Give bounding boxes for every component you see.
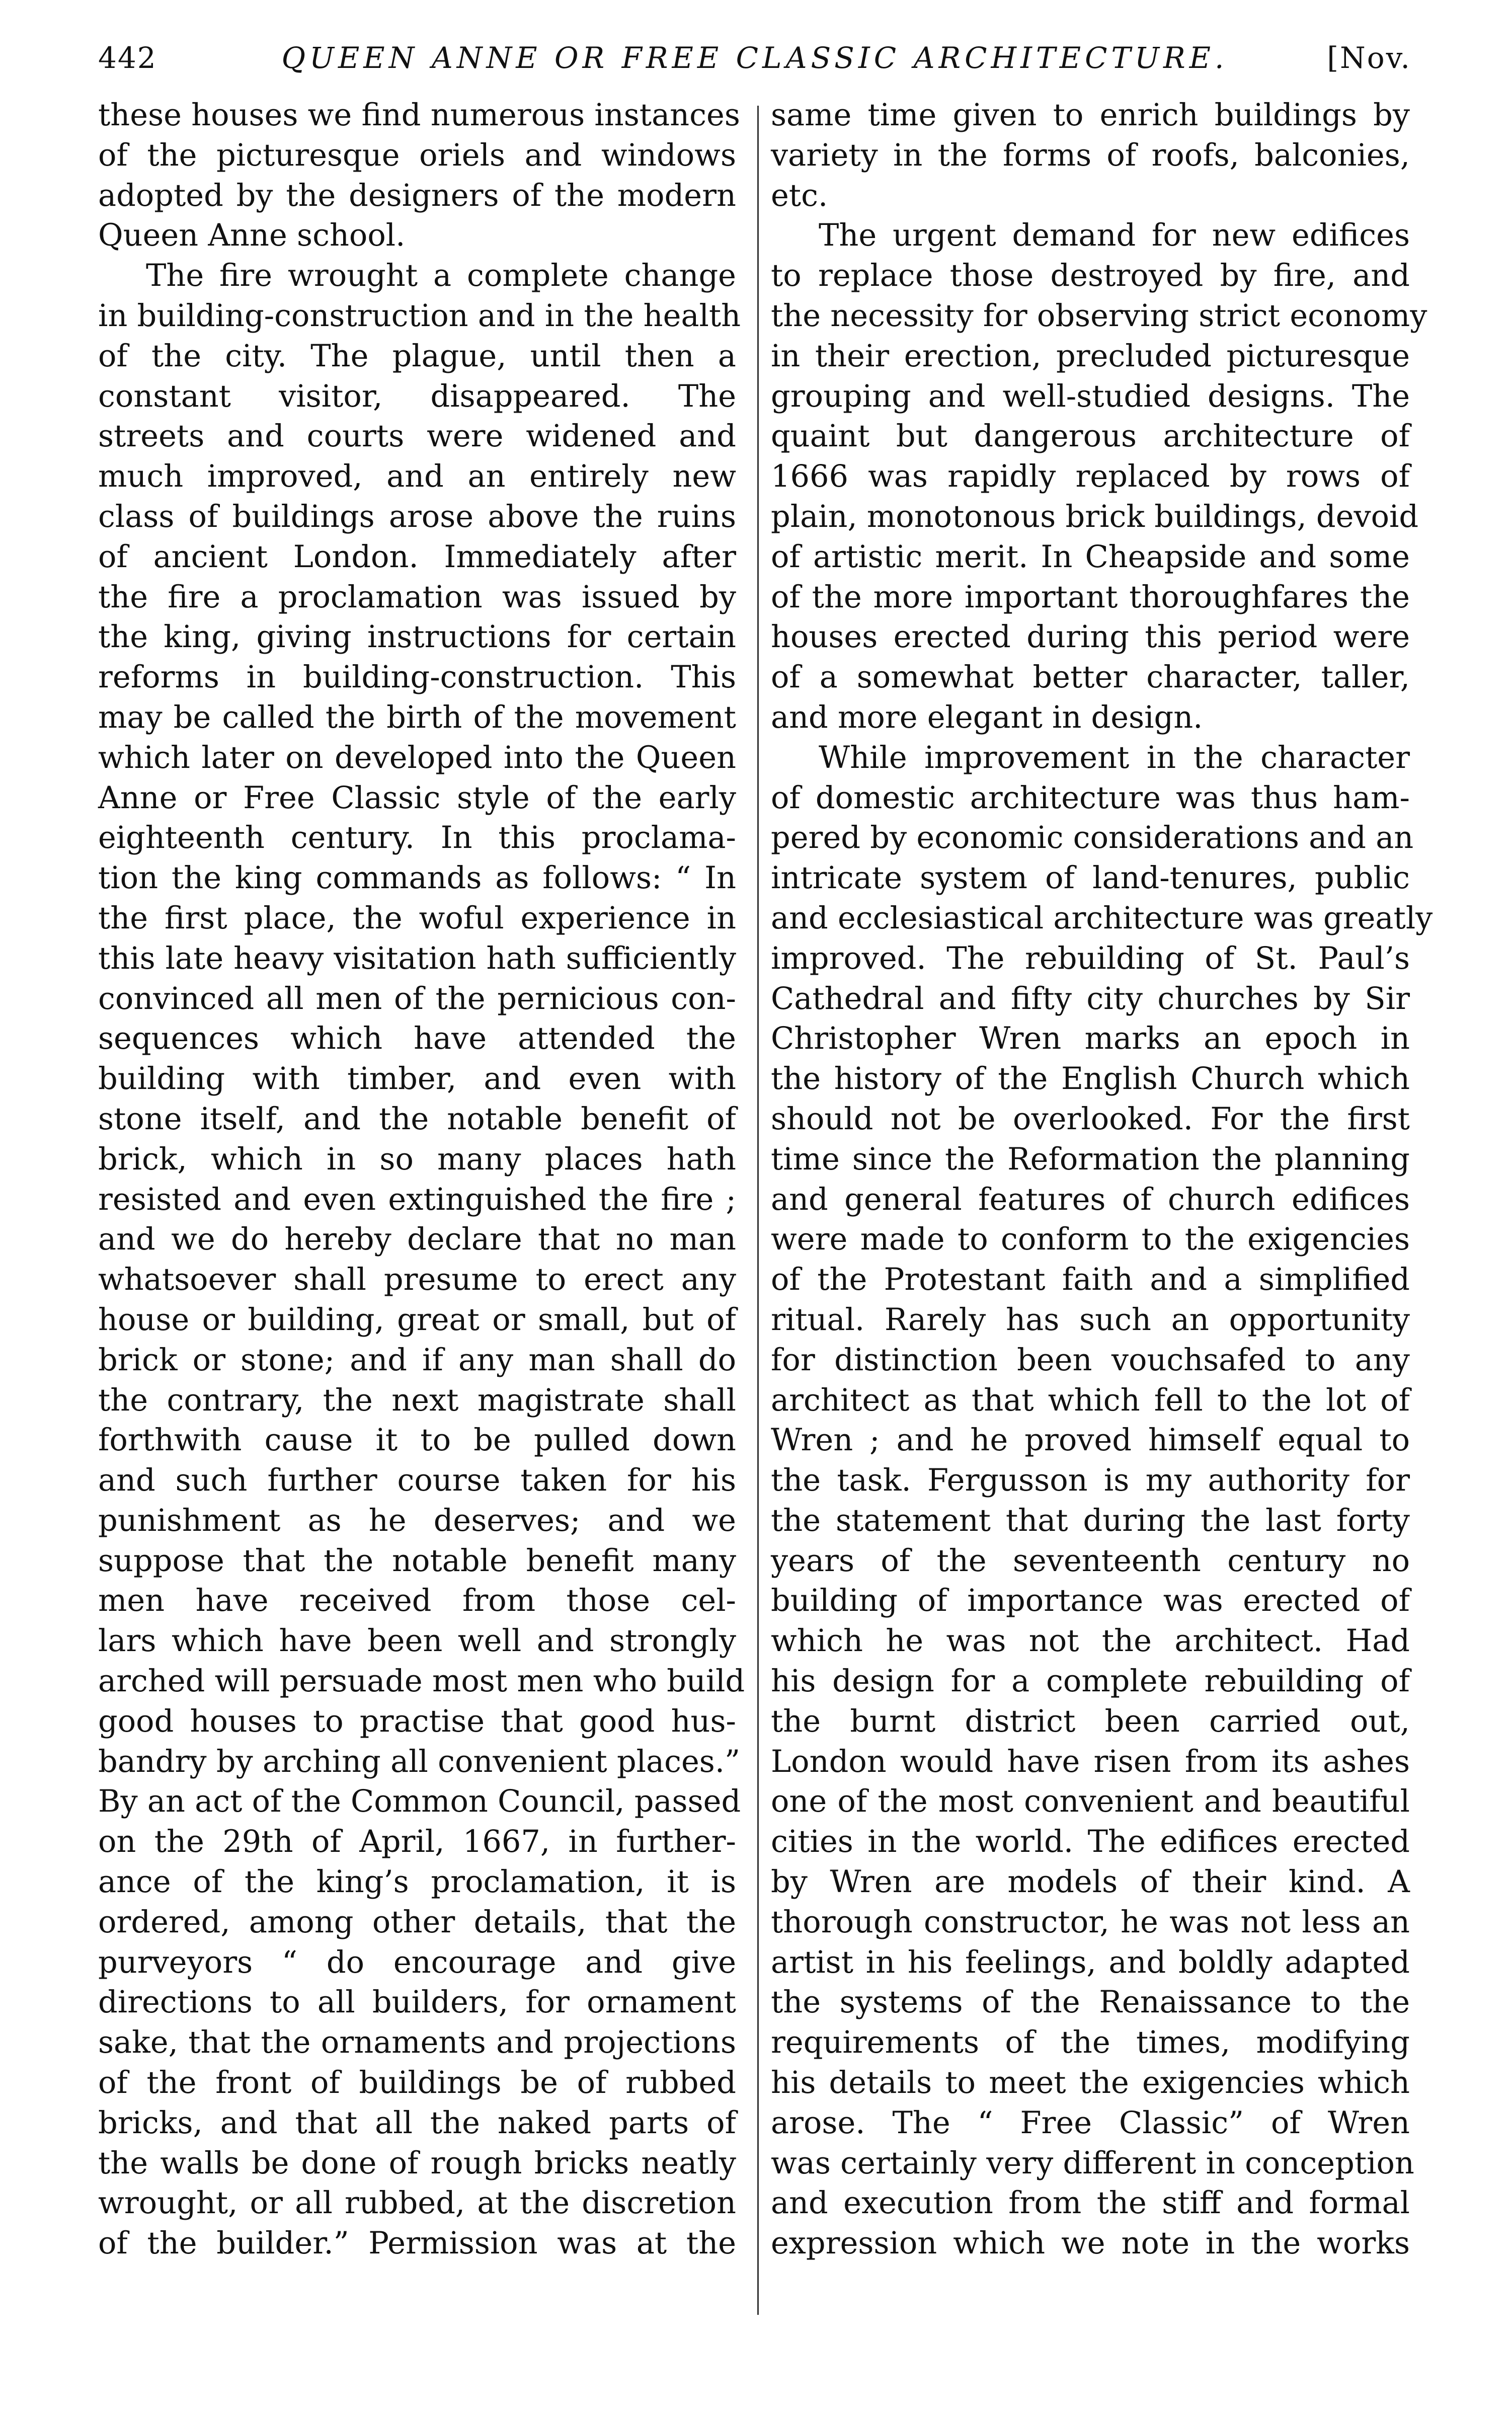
text-line: the contrary, the next magistrate shall [98,1382,736,1418]
text-line: ordered, among other details, that the [98,1904,736,1940]
text-line: one of the most convenient and beautiful [771,1784,1410,1820]
text-line: whatsoever shall presume to erect any [98,1262,736,1298]
text-line: thorough constructor, he was not less an [771,1904,1410,1940]
text-line: ance of the king’s proclamation, it is [98,1864,736,1900]
text-line: the burnt district been carried out, [771,1703,1410,1739]
text-line: good houses to practise that good hus- [98,1703,736,1739]
text-line: tion the king commands as follows: “ In [98,861,736,896]
text-line: suppose that the notable benefit many [98,1543,736,1579]
text-line: which later on developed into the Queen [98,740,736,775]
text-line: of the more important thoroughfares the [771,579,1410,615]
text-line: by Wren are models of their kind. A [771,1864,1410,1900]
text-line: requirements of the times, modifying [771,2025,1410,2061]
text-line: building with timber, and even with [98,1061,736,1097]
text-line: of the front of buildings be of rubbed [98,2065,736,2101]
text-line: wrought, or all rubbed, at the discretion [98,2186,736,2221]
text-line: London would have risen from its ashes [771,1744,1410,1779]
text-line: years of the seventeenth century no [771,1543,1410,1579]
running-header [98,30,1411,86]
left-text-column [98,96,745,2264]
text-line: of the builder.” Permission was at the [98,2226,736,2262]
text-line: resisted and even extinguished the fire ; [98,1182,736,1217]
text-line: and such further course taken for his [98,1463,736,1499]
text-line: forthwith cause it to be pulled down [98,1423,736,1458]
running-title: QUEEN ANNE OR FREE CLASSIC ARCHITECTURE. [281,41,1228,75]
text-line: and general features of church edifices [771,1182,1410,1217]
text-line: bandry by arching all convenient places.” [98,1744,740,1779]
text-line: were made to conform to the exigencies [771,1222,1410,1258]
text-line: much improved, and an entirely new [98,459,736,495]
text-line: of the picturesque oriels and windows [98,137,736,173]
text-line: in building-construction and in the health [98,298,741,334]
text-line: of a somewhat better character, taller, [771,660,1410,695]
text-line: constant visitor, disappeared. The [98,378,736,414]
text-line: the necessity for observing strict economy [771,298,1427,334]
text-line: the systems of the Renaissance to the [771,1985,1410,2020]
text-line: improved. The rebuilding of St. Paul’s [771,941,1410,976]
text-line: sequences which have attended the [98,1021,736,1057]
text-line: cities in the world. The edifices erected [771,1824,1410,1860]
text-line: architect as that which fell to the lot of [771,1382,1410,1418]
text-line: eighteenth century. In this proclama- [98,820,736,856]
column-divider [757,106,759,2315]
text-line: the history of the English Church which [771,1061,1410,1097]
text-line: Queen Anne school. [98,218,406,254]
text-line: the walls be done of rough bricks neatly [98,2145,736,2181]
text-line: may be called the birth of the movement [98,699,736,735]
text-line: While improvement in the character [819,740,1410,775]
text-line: in their erection, precluded picturesque [771,338,1410,374]
text-line: pered by economic considerations and an [771,820,1414,856]
text-line: The urgent demand for new edifices [819,218,1410,254]
text-line: this late heavy visitation hath sufficiently [98,941,736,976]
text-line: on the 29th of April, 1667, in further- [98,1824,736,1860]
text-line: for distinction been vouchsafed to any [771,1342,1410,1378]
text-line: was certainly very different in conception [771,2145,1414,2181]
text-line: of ancient London. Immediately after [98,539,736,575]
text-line: the task. Fergusson is my authority for [771,1463,1410,1499]
text-line: men have received from those cel- [98,1583,736,1619]
text-line: etc. [771,178,828,213]
text-line: of artistic merit. In Cheapside and some [771,539,1410,575]
text-line: houses erected during this period were [771,619,1410,655]
text-line: brick or stone; and if any man shall do [98,1342,736,1378]
text-line: arose. The “ Free Classic” of Wren [771,2105,1410,2141]
text-line: reforms in building-construction. This [98,660,736,695]
text-line: stone itself, and the notable benefit of [98,1101,736,1137]
text-line: grouping and well-studied designs. The [771,378,1410,414]
text-line: the king, giving instructions for certain [98,619,736,655]
text-line: expression which we note in the works [771,2226,1410,2262]
text-line: of domestic architecture was thus ham- [771,780,1410,816]
text-line: intricate system of land-tenures, public [771,861,1410,896]
text-line: the fire a proclamation was issued by [98,579,736,615]
text-line: convinced all men of the pernicious con- [98,981,736,1017]
page-number: 442 [98,41,157,75]
text-line: directions to all builders, for ornament [98,1985,736,2020]
text-line: streets and courts were widened and [98,419,736,454]
text-line: of the Protestant faith and a simplified [771,1262,1410,1298]
text-line: the first place, the woful experience in [98,900,736,936]
text-line: his details to meet the exigencies which [771,2065,1410,2101]
text-line: bricks, and that all the naked parts of [98,2105,736,2141]
text-line: of the city. The plague, until then a [98,338,736,374]
text-line: and more elegant in design. [771,699,1203,735]
text-line: brick, which in so many places hath [98,1141,736,1177]
text-line: and execution from the stiff and formal [771,2186,1410,2221]
text-line: ritual. Rarely has such an opportunity [771,1302,1410,1338]
issue-month: [Nov. [1327,41,1411,75]
text-line: which he was not the architect. Had [771,1623,1410,1659]
text-line: house or building, great or small, but of [98,1302,736,1338]
text-line: By an act of the Common Council, passed [98,1784,741,1820]
text-line: and ecclesiastical architecture was greatly [771,900,1433,936]
text-line: his design for a complete rebuilding of [771,1664,1410,1699]
text-line: punishment as he deserves; and we [98,1503,736,1538]
text-line: plain, monotonous brick buildings, devoid [771,499,1419,534]
text-line: The fire wrought a complete change [146,258,736,294]
text-line: sake, that the ornaments and projections [98,2025,736,2061]
text-line: class of buildings arose above the ruins [98,499,736,534]
text-line: Anne or Free Classic style of the early [98,780,736,816]
text-line: building of importance was erected of [771,1583,1410,1619]
text-line: Christopher Wren marks an epoch in [771,1021,1410,1057]
text-line: and we do hereby declare that no man [98,1222,736,1258]
text-line: variety in the forms of roofs, balconies, [771,137,1410,173]
text-line: artist in his feelings, and boldly adapted [771,1944,1410,1980]
right-text-column [771,96,1433,2264]
text-line: quaint but dangerous architecture of [771,419,1410,454]
text-line: should not be overlooked. For the first [771,1101,1410,1137]
text-line: same time given to enrich buildings by [771,98,1410,133]
text-line: lars which have been well and strongly [98,1623,736,1659]
text-line: the statement that during the last forty [771,1503,1410,1538]
text-line: Wren ; and he proved himself equal to [771,1423,1410,1458]
text-line: to replace those destroyed by fire, and [771,258,1410,294]
text-line: these houses we find numerous instances [98,98,740,133]
text-line: arched will persuade most men who build [98,1664,745,1699]
text-line: purveyors “ do encourage and give [98,1944,736,1980]
text-line: adopted by the designers of the modern [98,178,736,213]
text-line: 1666 was rapidly replaced by rows of [771,459,1410,495]
text-line: Cathedral and fifty city churches by Sir [771,981,1410,1017]
text-line: time since the Reformation the planning [771,1141,1410,1177]
